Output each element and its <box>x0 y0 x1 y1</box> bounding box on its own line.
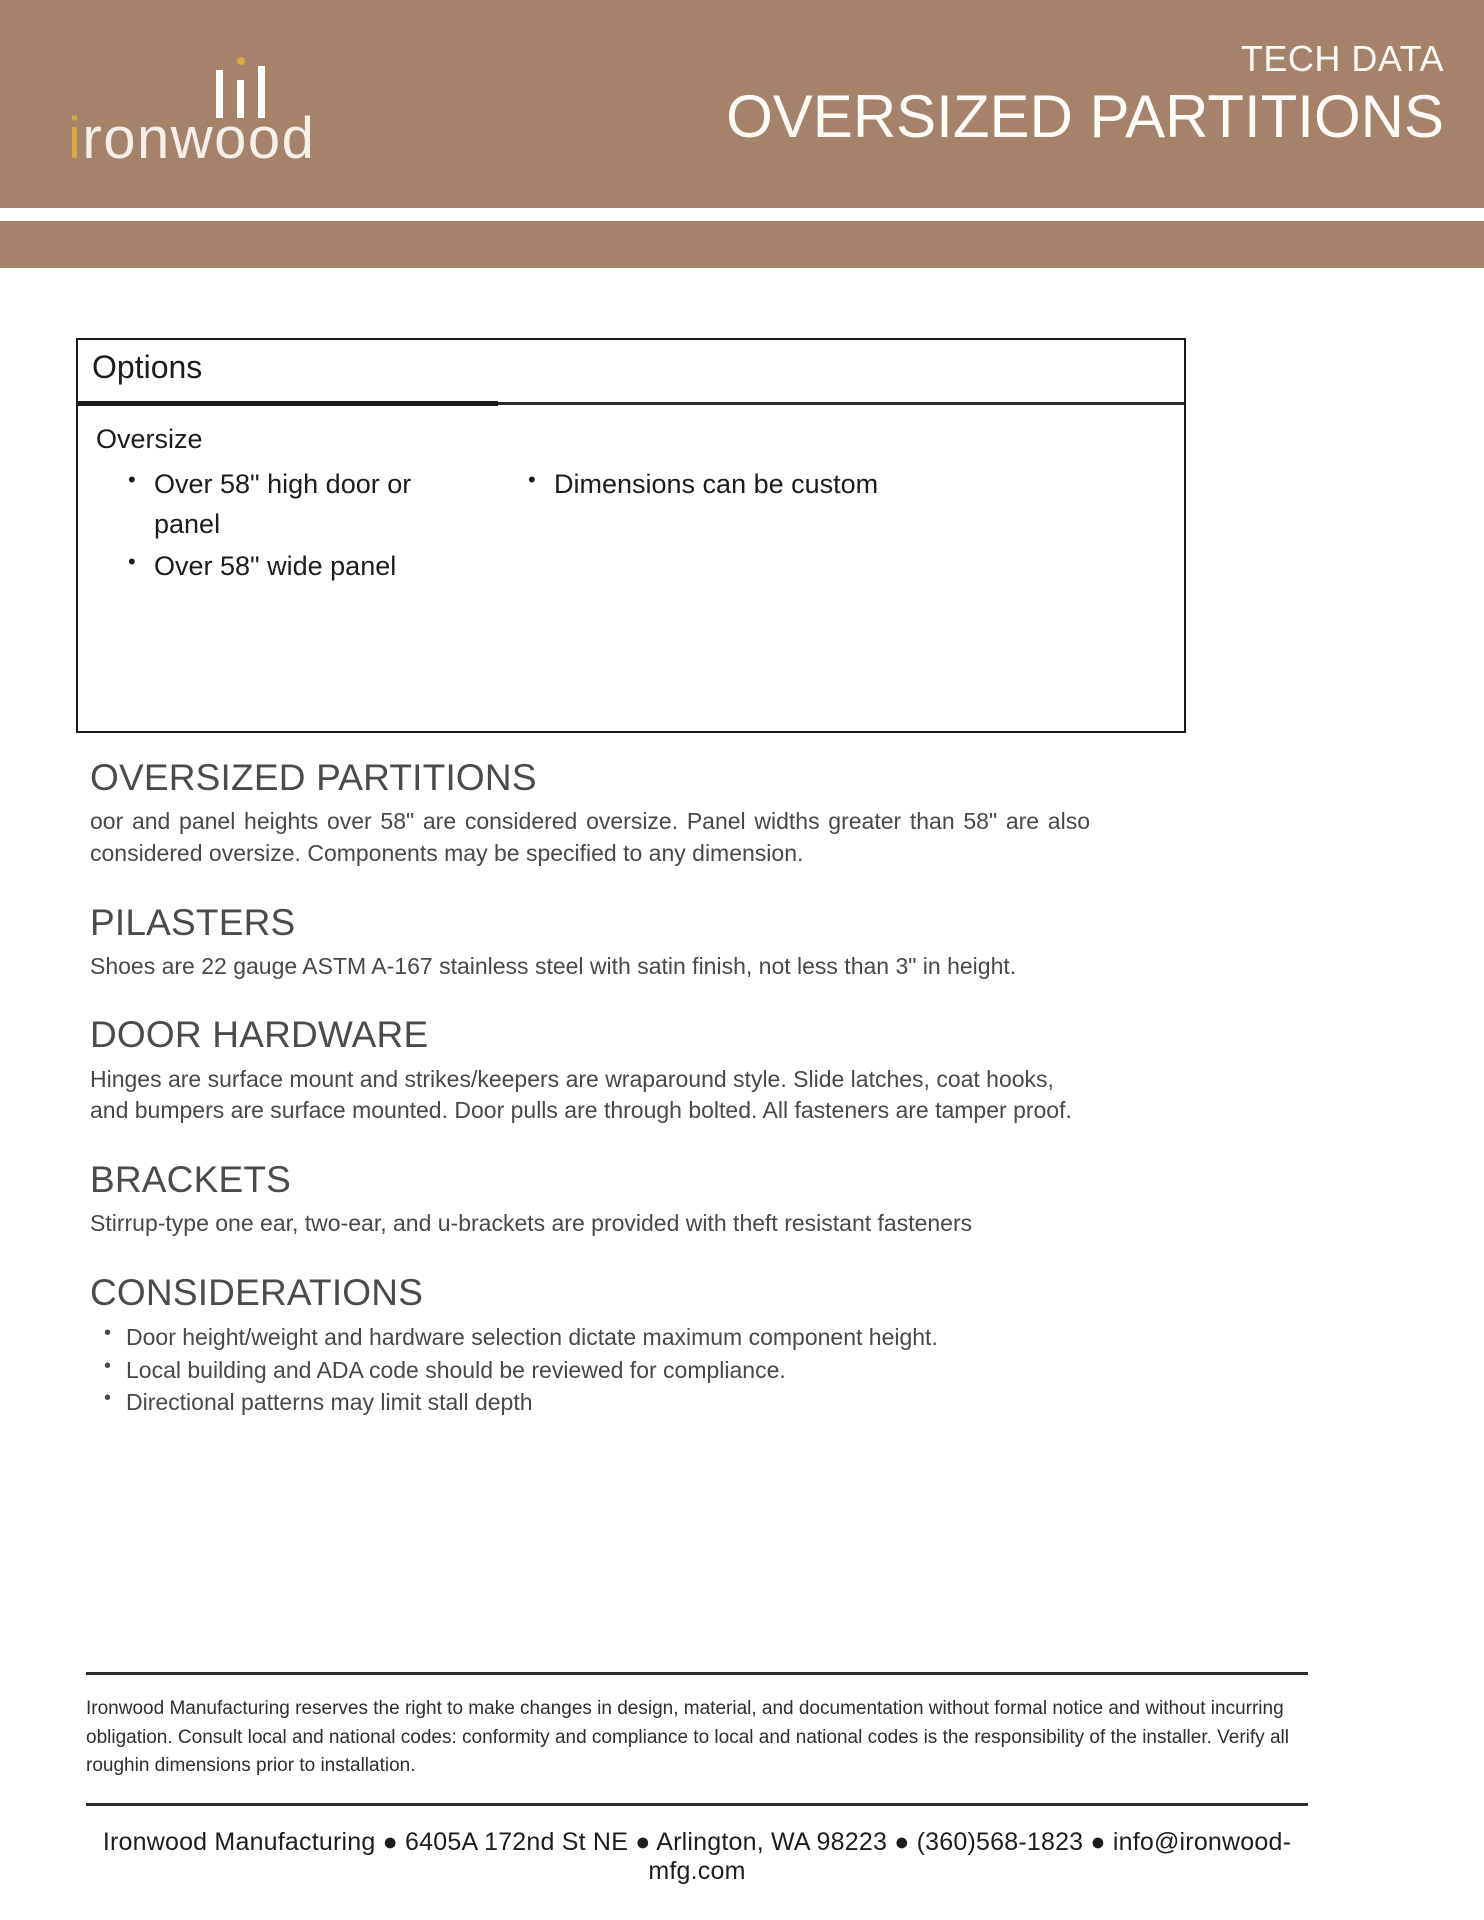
options-divider-right <box>498 402 1184 405</box>
options-box-header <box>78 340 1184 402</box>
footer-rule-top <box>86 1672 1308 1675</box>
options-right-list <box>496 465 1096 505</box>
options-columns <box>96 465 1166 589</box>
section-body: Shoes are 22 gauge ASTM A-167 stainless steel with satin finish, not less than 3" in height. <box>90 952 1017 979</box>
options-left-list <box>96 465 496 587</box>
section-heading: PILASTERS <box>90 901 296 943</box>
logo-gold-dot-icon <box>237 57 245 65</box>
section-body: Hinges are surface mount and strikes/keepers are wraparound style. Slide latches, coat hooks, and bumpers are surface mounted. Door pulls are through bolted. All fasteners are tamper proof. <box>90 1065 1072 1124</box>
options-column-right <box>496 465 1096 589</box>
list-item: • Over 58" wide panel <box>154 547 414 587</box>
options-group-label: Oversize <box>96 424 203 454</box>
footer-contact: Ironwood Manufacturing ● 6405A 172nd St NE ● Arlington, WA 98223 ● (360)568-1823 ● info@ironwood-mfg.com <box>102 1827 1292 1885</box>
section-pilasters <box>90 900 1190 983</box>
list-item: • Local building and ADA code should be reviewed for compliance. <box>126 1354 1190 1387</box>
footer-rule-bottom <box>86 1803 1308 1806</box>
list-item: • Dimensions can be custom <box>554 465 1096 505</box>
options-box <box>76 338 1186 733</box>
list-item: • Directional patterns may limit stall depth <box>126 1386 1190 1419</box>
section-considerations <box>90 1270 1190 1419</box>
section-heading: OVERSIZED PARTITIONS <box>90 757 537 798</box>
section-heading: DOOR HARDWARE <box>90 1014 429 1056</box>
header-kicker: TECH DATA <box>1240 38 1444 79</box>
section-door-hardware <box>90 1012 1190 1127</box>
page-footer <box>86 1672 1396 1886</box>
list-item: • Over 58" high door or panel <box>154 465 414 545</box>
section-heading: BRACKETS <box>90 1159 292 1201</box>
header-band-secondary <box>0 221 1484 268</box>
options-column-left <box>96 465 496 589</box>
logo-wordmark-rest: ronwood <box>82 106 316 171</box>
list-item: • Door height/weight and hardware selection dictate maximum component height. <box>126 1321 1190 1354</box>
options-box-body <box>78 406 1184 731</box>
section-heading: CONSIDERATIONS <box>90 1271 424 1313</box>
logo-wordmark-initial: i <box>68 106 83 171</box>
considerations-list <box>90 1321 1190 1419</box>
page-title: OVERSIZED PARTITIONS <box>726 83 1444 150</box>
main-content <box>90 755 1190 1419</box>
section-oversized-partitions <box>90 755 1190 870</box>
header-band-gap <box>0 208 1484 221</box>
section-body: Stirrup-type one ear, two-ear, and u-brackets are provided with theft resistant fasteners <box>90 1210 973 1237</box>
section-brackets <box>90 1157 1190 1240</box>
section-body: oor and panel heights over 58" are considered oversize. Panel widths greater than 58" are also considered oversize. Components may be specified to any dimension. <box>90 808 1090 866</box>
ironwood-logo <box>68 48 378 178</box>
options-box-title: Options <box>92 349 203 385</box>
logo-wordmark <box>68 106 316 171</box>
footer-disclaimer: Ironwood Manufacturing reserves the right to make changes in design, material, and documentation without formal notice and without incurring obligation. Consult local and national codes: conformity and compliance to local and national codes is the responsibility of the installer. Verify all roughin dimensions prior to installation. <box>86 1698 1289 1776</box>
